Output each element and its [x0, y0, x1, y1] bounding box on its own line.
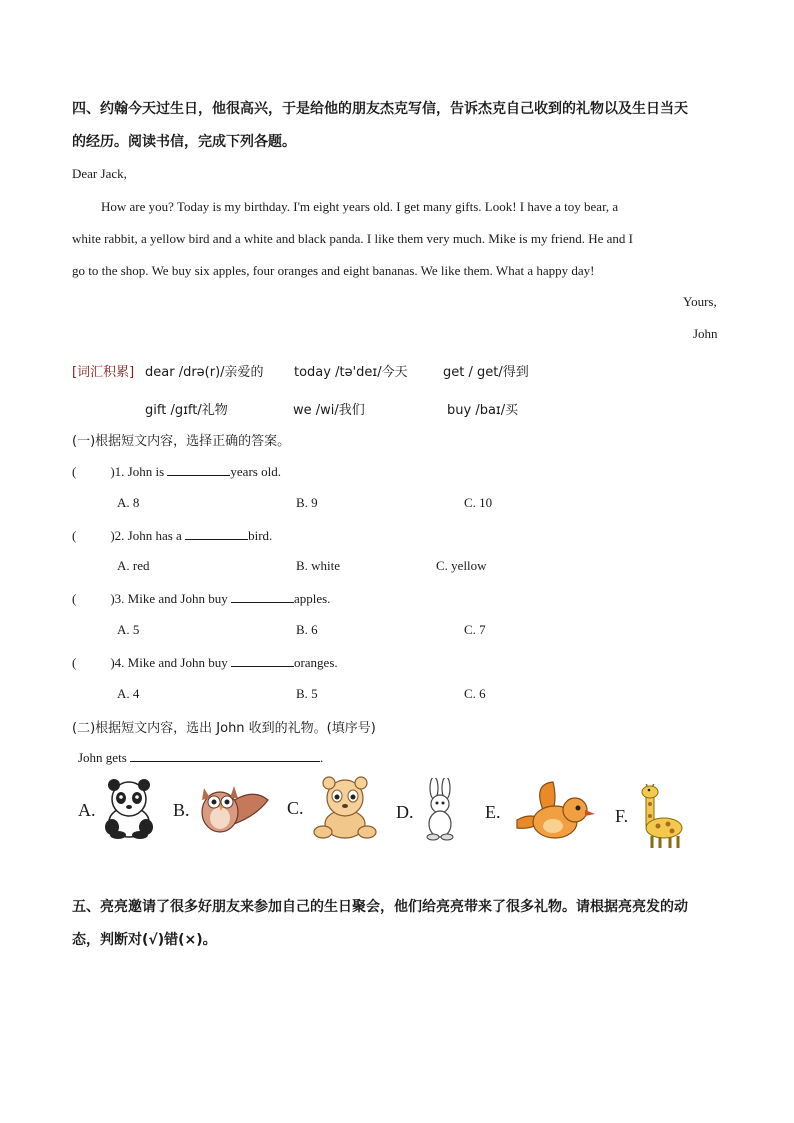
option[interactable]: A. red [117, 558, 150, 573]
question-tail: years old. [230, 464, 281, 479]
question-stem: )4. Mike and John buy [110, 655, 228, 670]
question-stem: )2. John has a [110, 528, 182, 543]
option[interactable]: A. 5 [117, 622, 140, 637]
question-stem: )1. John is [110, 464, 165, 479]
part2-title: (二)根据短文内容，选出 John 收到的礼物。(填序号) [72, 721, 376, 736]
part2-prompt-end: . [320, 750, 324, 765]
letter-closing: Yours, [683, 294, 717, 309]
question-2 [72, 527, 272, 544]
option[interactable]: B. 6 [296, 622, 318, 637]
picture-label-d: D. [396, 802, 414, 822]
letter-body-line3: go to the shop. We buy six apples, four oranges and eight bananas. We like them. What a happy day! [72, 263, 595, 278]
letter-greeting: Dear Jack, [72, 166, 127, 181]
fill-blank[interactable] [231, 590, 294, 603]
picture-label-a: A. [78, 800, 96, 820]
part1-title: (一)根据短文内容，选择正确的答案。 [72, 434, 291, 449]
part2-prompt-label: John gets [78, 750, 127, 765]
section4-heading-line1: 四、约翰今天过生日，他很高兴，于是给他的朋友杰克写信，告诉杰克自己收到的礼物以及生日当天 [72, 101, 688, 117]
picture-label-f: F. [615, 806, 629, 826]
question-stem: )3. Mike and John buy [110, 591, 228, 606]
answer-paren-open: ( [72, 591, 77, 606]
option[interactable]: A. 4 [117, 686, 140, 701]
part2-prompt [78, 749, 323, 766]
bird-icon[interactable] [513, 780, 597, 842]
section4-heading-line2: 的经历。阅读书信，完成下列各题。 [72, 134, 296, 150]
panda-icon[interactable] [100, 777, 158, 839]
fill-blank[interactable] [231, 654, 294, 667]
vocab-tag: [词汇积累] [72, 365, 135, 380]
question-3 [72, 590, 330, 607]
letter-body-line1: How are you? Today is my birthday. I'm eight years old. I get many gifts. Look! I have a toy bear, a [101, 199, 619, 214]
vocab-item: gift /gɪft/礼物 [145, 403, 228, 418]
answer-paren-open: ( [72, 528, 77, 543]
giraffe-icon[interactable] [638, 784, 688, 850]
picture-label-c: C. [287, 798, 304, 818]
option[interactable]: C. 10 [464, 495, 493, 510]
picture-label-b: B. [173, 800, 190, 820]
letter-signature: John [693, 326, 718, 341]
vocab-item: get / get/得到 [443, 365, 529, 380]
option[interactable]: C. 6 [464, 686, 486, 701]
section5-heading-line1: 五、亮亮邀请了很多好朋友来参加自己的生日聚会，他们给亮亮带来了很多礼物。请根据亮亮发的动 [72, 899, 688, 915]
option[interactable]: C. yellow [436, 558, 487, 573]
section5-heading-line2: 态，判断对(√)错(×)。 [72, 932, 217, 948]
option[interactable]: B. 5 [296, 686, 318, 701]
option[interactable]: B. 9 [296, 495, 318, 510]
picture-label-e: E. [485, 802, 501, 822]
fill-blank[interactable] [185, 527, 248, 540]
rabbit-icon[interactable] [420, 778, 460, 842]
option[interactable]: A. 8 [117, 495, 140, 510]
question-4 [72, 654, 338, 671]
option[interactable]: B. white [296, 558, 341, 573]
answer-paren-open: ( [72, 464, 77, 479]
letter-body-line2: white rabbit, a yellow bird and a white and black panda. I like them very much. Mike is my friend. He and I [72, 231, 633, 246]
question-tail: apples. [293, 591, 331, 606]
question-tail: bird. [248, 528, 273, 543]
owl-icon[interactable] [196, 776, 270, 838]
vocab-item: we /wi/我们 [293, 403, 365, 418]
option[interactable]: C. 7 [464, 622, 486, 637]
question-1 [72, 463, 281, 480]
question-tail: oranges. [293, 655, 338, 670]
vocab-item: today /tə'deɪ/今天 [294, 365, 408, 380]
answer-paren-open: ( [72, 655, 77, 670]
fill-blank[interactable] [167, 463, 230, 476]
vocab-item: buy /baɪ/买 [447, 403, 519, 418]
gifts-answer-blank[interactable] [130, 749, 320, 762]
bear-icon[interactable] [310, 776, 380, 840]
vocab-item: dear /drə(r)/亲爱的 [145, 365, 264, 380]
